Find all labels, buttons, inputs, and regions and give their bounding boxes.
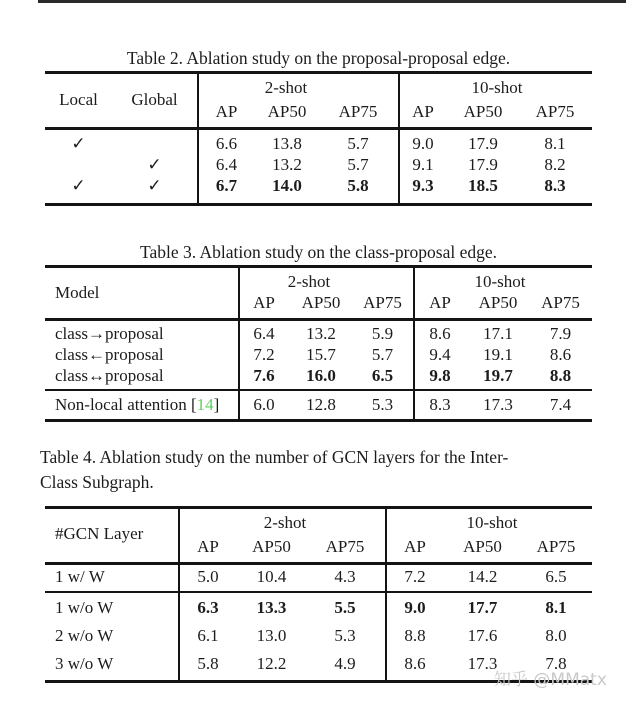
table2-bottom-rule <box>45 203 592 206</box>
cell-value: 17.9 <box>468 133 498 153</box>
table3-row-2 <box>45 344 592 365</box>
cell-value: 17.3 <box>483 394 513 414</box>
table4-header-10shot: 10-shot <box>466 513 518 532</box>
cell-value: 5.9 <box>371 323 394 343</box>
cell-value: 13.3 <box>256 598 287 617</box>
column-header: AP50 <box>252 537 291 556</box>
cell-value: 10.4 <box>256 567 287 586</box>
cell-value: 13.2 <box>306 323 336 343</box>
cell-value: 13.0 <box>256 626 287 645</box>
citation-bracket: [ <box>186 394 197 414</box>
cell-value: 4.3 <box>334 567 356 586</box>
cell-value: 8.1 <box>544 133 566 153</box>
column-header: AP75 <box>541 293 580 312</box>
cell-value: 9.0 <box>404 598 426 617</box>
cell-value: 4.9 <box>334 654 356 673</box>
cell-value: 6.1 <box>197 626 219 645</box>
cell-value: 8.8 <box>549 365 572 385</box>
column-header: AP <box>197 537 219 556</box>
cell-value: 16.0 <box>306 365 336 385</box>
table2-header-rule <box>45 127 592 130</box>
cell-value: 18.5 <box>468 175 498 195</box>
cell-value: 5.8 <box>197 654 219 673</box>
column-header: AP75 <box>338 102 378 121</box>
cell-value: 6.6 <box>215 133 238 153</box>
table4-row-1woW-best <box>45 595 592 621</box>
table4-subheader-row <box>45 535 592 559</box>
table3-header-2shot: 2-shot <box>287 272 331 291</box>
table4-caption-line1: Table 4. Ablation study on the number of GCN layers for the Inter- <box>40 447 509 467</box>
cell-value: 7.9 <box>549 323 572 343</box>
spacer <box>45 100 112 124</box>
column-header: AP <box>404 537 426 556</box>
table2-header-local: Local <box>59 90 98 109</box>
checkmark-icon: ✓ <box>147 154 162 174</box>
cell-value: 5.3 <box>334 626 356 645</box>
cell-value: 13.8 <box>272 133 302 153</box>
table2-subheader-row <box>45 100 592 124</box>
row-label: 1 w/o W <box>55 598 114 617</box>
model-label: class←proposal <box>55 344 164 364</box>
cell-value: 8.6 <box>404 654 426 673</box>
cell-value: 9.0 <box>412 133 434 153</box>
cell-value: 6.4 <box>215 154 238 174</box>
column-header: AP75 <box>535 102 575 121</box>
table2-header-10shot: 10-shot <box>471 78 523 97</box>
cell-value: 9.1 <box>412 154 434 174</box>
table3-subheader-row <box>45 291 592 315</box>
cell-value: 6.3 <box>197 598 219 617</box>
column-header: AP <box>215 102 238 121</box>
citation-bracket: ] <box>213 394 220 414</box>
model-label: class↔proposal <box>55 365 164 385</box>
cell-value: 8.6 <box>549 344 572 364</box>
cell-value: 6.7 <box>215 175 238 195</box>
checkmark-icon: ✓ <box>71 175 86 195</box>
baseline-label: Non-local attention <box>55 394 187 414</box>
cell-value: 8.0 <box>545 626 567 645</box>
cell-value: 14.0 <box>272 175 302 195</box>
checkmark-icon <box>112 133 197 154</box>
cell-value: 17.3 <box>467 654 498 673</box>
cell-value: 8.3 <box>544 175 566 195</box>
model-label: class→proposal <box>55 323 164 343</box>
model-label <box>45 392 238 417</box>
cell-value: 7.2 <box>253 344 275 364</box>
cell-value: 5.7 <box>347 154 369 174</box>
column-header: AP <box>412 102 434 121</box>
table4-mid-rule <box>45 591 592 593</box>
cell-value: 8.8 <box>404 626 426 645</box>
table4-caption-line2: Class Subgraph. <box>40 472 154 492</box>
table4-row-2woW <box>45 623 592 649</box>
column-header: AP <box>253 293 275 312</box>
cell-value: 9.3 <box>412 175 434 195</box>
checkmark-icon: ✓ <box>71 133 86 153</box>
cell-value: 6.5 <box>371 365 394 385</box>
cell-value: 8.1 <box>545 598 567 617</box>
cell-value: 6.0 <box>253 394 275 414</box>
table4-header-layer: #GCN Layer <box>55 524 144 543</box>
cell-value: 13.2 <box>272 154 302 174</box>
watermark: 知乎 @MMatx <box>494 670 607 690</box>
table3-row-3-best <box>45 365 592 386</box>
table3-row-1 <box>45 323 592 344</box>
cell-value: 12.8 <box>306 394 336 414</box>
cell-value: 17.9 <box>468 154 498 174</box>
column-header: AP75 <box>363 293 402 312</box>
cell-value: 5.7 <box>371 344 394 364</box>
table2-caption: Table 2. Ablation study on the proposal-proposal edge. <box>126 48 511 68</box>
column-header: AP50 <box>301 293 341 312</box>
cell-value: 7.2 <box>404 567 426 586</box>
table3-caption: Table 3. Ablation study on the class-proposal edge. <box>140 242 497 262</box>
table3-mid-rule <box>45 389 592 391</box>
cell-value: 5.0 <box>197 567 219 586</box>
table2-header-2shot: 2-shot <box>264 78 308 97</box>
table4-header-rule <box>45 562 592 565</box>
row-label: 2 w/o W <box>55 626 114 645</box>
table3-header-10shot: 10-shot <box>474 272 526 291</box>
cell-value: 5.7 <box>347 133 369 153</box>
cell-value: 5.5 <box>334 598 356 617</box>
row-label: 1 w/ W <box>55 567 105 586</box>
cell-value: 8.3 <box>429 394 451 414</box>
table3-bottom-rule <box>45 419 592 422</box>
cell-value: 6.5 <box>545 567 567 586</box>
cell-value: 7.4 <box>549 394 572 414</box>
cell-value: 14.2 <box>467 567 498 586</box>
spacer <box>45 535 178 559</box>
cell-value: 17.1 <box>483 323 513 343</box>
cell-value: 19.1 <box>483 344 513 364</box>
cell-value: 17.7 <box>467 598 498 617</box>
column-header: AP50 <box>463 537 502 556</box>
spacer <box>112 100 197 124</box>
table4-row-1wW <box>45 566 592 588</box>
column-header: AP75 <box>536 537 576 556</box>
table3-header-rule <box>45 318 592 321</box>
cell-value: 5.8 <box>347 175 369 195</box>
column-header: AP <box>429 293 451 312</box>
table2-row-3-best <box>45 175 592 196</box>
cell-value: 12.2 <box>256 654 287 673</box>
cell-value: 7.8 <box>545 654 567 673</box>
column-header: AP50 <box>267 102 307 121</box>
column-header: AP50 <box>463 102 503 121</box>
cell-value: 9.8 <box>429 365 451 385</box>
spacer <box>45 291 238 315</box>
table3-header-model: Model <box>55 282 100 302</box>
top-border-bar <box>38 0 626 3</box>
table3-baseline-row <box>45 392 592 417</box>
citation-number: 14 <box>196 394 214 414</box>
cell-value: 8.2 <box>544 154 566 174</box>
row-label: 3 w/o W <box>55 654 114 673</box>
table2-row-2 <box>45 154 592 175</box>
table2-header-global: Global <box>131 90 178 109</box>
cell-value: 19.7 <box>483 365 513 385</box>
column-header: AP75 <box>325 537 365 556</box>
cell-value: 15.7 <box>306 344 336 364</box>
checkmark-icon: ✓ <box>147 175 162 195</box>
cell-value: 5.3 <box>371 394 394 414</box>
cell-value: 9.4 <box>429 344 451 364</box>
column-header: AP50 <box>478 293 518 312</box>
table2-row-1 <box>45 133 592 154</box>
table4-header-2shot: 2-shot <box>263 513 307 532</box>
cell-value: 8.6 <box>429 323 451 343</box>
cell-value: 17.6 <box>467 626 498 645</box>
checkmark-icon <box>45 154 112 175</box>
cell-value: 7.6 <box>253 365 275 385</box>
cell-value: 6.4 <box>253 323 275 343</box>
